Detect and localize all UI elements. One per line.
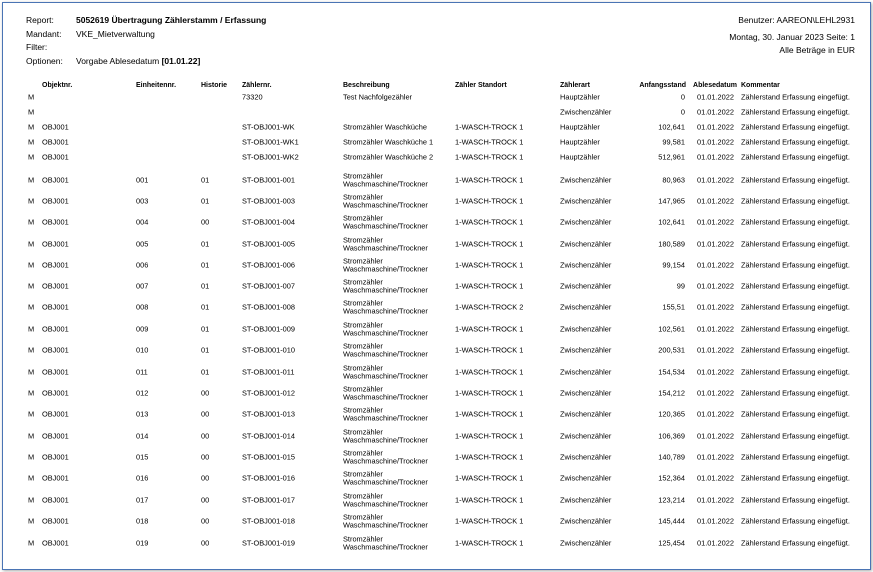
standort-cell: 1-WASCH-TROCK 1 <box>455 431 524 441</box>
zaehlerart-cell: Zwischenzähler <box>560 516 612 526</box>
anfangsstand-cell: 123,214 <box>658 495 685 505</box>
zaehlerart-cell: Hauptzähler <box>560 92 600 102</box>
table-row <box>0 533 873 554</box>
einheitennr-cell: 007 <box>136 281 149 291</box>
historie-cell: 01 <box>201 281 210 291</box>
report-info <box>26 14 266 68</box>
objektnr-cell: OBJ001 <box>42 431 69 441</box>
beschreibung-cell: Stromzähler Waschmaschine/Trockner <box>343 468 428 487</box>
objektnr-cell: OBJ001 <box>42 281 69 291</box>
standort-cell: 1-WASCH-TROCK 1 <box>455 409 524 419</box>
beschreibung-cell: Stromzähler Waschmaschine/Trockner <box>343 319 428 338</box>
kommentar-cell: Zählerstand Erfassung eingefügt. <box>741 538 850 548</box>
einheitennr-cell: 012 <box>136 388 149 398</box>
zaehlerart-cell: Zwischenzähler <box>560 239 612 249</box>
objektnr-cell: OBJ001 <box>42 409 69 419</box>
anfangsstand-cell: 154,212 <box>658 388 685 398</box>
ablesedatum-cell: 01.01.2022 <box>697 137 734 147</box>
anfangsstand-cell: 102,641 <box>658 217 685 227</box>
kommentar-cell: Zählerstand Erfassung eingefügt. <box>741 107 850 117</box>
col-anfangsstand: Anfangsstand <box>639 81 686 89</box>
standort-cell: 1-WASCH-TROCK 1 <box>455 538 524 548</box>
ablesedatum-cell: 01.01.2022 <box>697 107 734 117</box>
table-row <box>0 135 873 150</box>
standort-cell: 1-WASCH-TROCK 1 <box>455 152 524 162</box>
zaehlerart-cell: Zwischenzähler <box>560 538 612 548</box>
zaehlernr-cell: ST-OBJ001-WK2 <box>242 152 299 162</box>
ablesedatum-cell: 01.01.2022 <box>697 217 734 227</box>
beschreibung-cell: Stromzähler Waschmaschine/Trockner <box>343 533 428 552</box>
standort-cell: 1-WASCH-TROCK 1 <box>455 345 524 355</box>
ablesedatum-cell: 01.01.2022 <box>697 239 734 249</box>
anfangsstand-cell: 200,531 <box>658 345 685 355</box>
beschreibung-cell: Stromzähler Waschküche 1 <box>343 137 434 147</box>
optionen-value: [01.01.22] <box>161 55 201 66</box>
ablesedatum-cell: 01.01.2022 <box>697 152 734 162</box>
anfangsstand-cell: 120,365 <box>658 409 685 419</box>
ablesedatum-cell: 01.01.2022 <box>697 196 734 206</box>
ablesedatum-cell: 01.01.2022 <box>697 324 734 334</box>
objektnr-cell: OBJ001 <box>42 196 69 206</box>
table-row <box>0 255 873 276</box>
zaehlerart-cell: Hauptzähler <box>560 137 600 147</box>
table-row <box>0 297 873 318</box>
ablesedatum-cell: 01.01.2022 <box>697 495 734 505</box>
m-cell: M <box>28 367 35 377</box>
kommentar-cell: Zählerstand Erfassung eingefügt. <box>741 92 850 102</box>
date-line: Montag, 30. Januar 2023 Seite: 1 <box>729 31 855 42</box>
ablesedatum-cell: 01.01.2022 <box>697 409 734 419</box>
kommentar-cell: Zählerstand Erfassung eingefügt. <box>741 324 850 334</box>
kommentar-cell: Zählerstand Erfassung eingefügt. <box>741 137 850 147</box>
zaehlerart-cell: Zwischenzähler <box>560 196 612 206</box>
historie-cell: 00 <box>201 388 210 398</box>
kommentar-cell: Zählerstand Erfassung eingefügt. <box>741 495 850 505</box>
m-cell: M <box>28 175 35 185</box>
kommentar-cell: Zählerstand Erfassung eingefügt. <box>741 175 850 185</box>
optionen-label: Optionen: <box>26 55 63 66</box>
zaehlerart-cell: Zwischenzähler <box>560 409 612 419</box>
standort-cell: 1-WASCH-TROCK 1 <box>455 516 524 526</box>
objektnr-cell: OBJ001 <box>42 302 69 312</box>
zaehlerart-cell: Zwischenzähler <box>560 495 612 505</box>
anfangsstand-cell: 140,789 <box>658 452 685 462</box>
anfangsstand-cell: 0 <box>680 92 685 102</box>
m-cell: M <box>28 152 35 162</box>
historie-cell: 01 <box>201 345 210 355</box>
anfangsstand-cell: 147,965 <box>658 196 685 206</box>
einheitennr-cell: 005 <box>136 239 149 249</box>
report-label: Report: <box>26 15 54 25</box>
user-line: Benutzer: AAREON\LEHL2931 <box>738 15 855 25</box>
optionen-line <box>26 55 266 69</box>
anfangsstand-cell: 180,589 <box>658 239 685 249</box>
table-row <box>0 120 873 135</box>
standort-cell: 1-WASCH-TROCK 2 <box>455 302 524 312</box>
einheitennr-cell: 011 <box>136 367 148 377</box>
standort-cell: 1-WASCH-TROCK 1 <box>455 122 524 132</box>
zaehlernr-cell: ST-OBJ001-006 <box>242 260 295 270</box>
einheitennr-cell: 008 <box>136 302 149 312</box>
kommentar-cell: Zählerstand Erfassung eingefügt. <box>741 516 850 526</box>
historie-cell: 01 <box>201 324 210 334</box>
anfangsstand-cell: 80,963 <box>662 175 685 185</box>
m-cell: M <box>28 388 35 398</box>
m-cell: M <box>28 324 35 334</box>
ablesedatum-cell: 01.01.2022 <box>697 175 734 185</box>
ablesedatum-cell: 01.01.2022 <box>697 260 734 270</box>
zaehlernr-cell: ST-OBJ001-016 <box>242 473 295 483</box>
currency-line: Alle Beträge in EUR <box>779 45 855 56</box>
objektnr-cell: OBJ001 <box>42 239 69 249</box>
mandant-value: VKE_Mietverwaltung <box>76 28 155 39</box>
anfangsstand-cell: 102,561 <box>658 324 685 334</box>
table-row <box>0 105 873 120</box>
table-row <box>0 490 873 511</box>
standort-cell: 1-WASCH-TROCK 1 <box>455 175 524 185</box>
historie-cell: 00 <box>201 452 210 462</box>
beschreibung-cell: Stromzähler Waschmaschine/Trockner <box>343 234 428 253</box>
zaehlernr-cell: ST-OBJ001-004 <box>242 217 295 227</box>
m-cell: M <box>28 473 35 483</box>
ablesedatum-cell: 01.01.2022 <box>697 281 734 291</box>
m-cell: M <box>28 217 35 227</box>
historie-cell: 01 <box>201 239 210 249</box>
historie-cell: 00 <box>201 217 210 227</box>
m-cell: M <box>28 409 35 419</box>
beschreibung-cell: Stromzähler Waschmaschine/Trockner <box>343 191 428 210</box>
filter-label: Filter: <box>26 42 48 53</box>
standort-cell: 1-WASCH-TROCK 1 <box>455 473 524 483</box>
anfangsstand-cell: 99 <box>676 281 685 291</box>
zaehlernr-cell: ST-OBJ001-WK1 <box>242 137 299 147</box>
historie-cell: 00 <box>201 538 210 548</box>
zaehlerart-cell: Hauptzähler <box>560 152 600 162</box>
historie-cell: 00 <box>201 495 210 505</box>
einheitennr-cell: 013 <box>136 409 149 419</box>
zaehlernr-cell: ST-OBJ001-003 <box>242 196 295 206</box>
zaehlernr-cell: ST-OBJ001-WK <box>242 122 295 132</box>
table-row <box>0 170 873 191</box>
col-einheitennr: Einheitennr. <box>136 81 177 89</box>
anfangsstand-cell: 102,641 <box>658 122 685 132</box>
zaehlernr-cell: ST-OBJ001-018 <box>242 516 295 526</box>
standort-cell: 1-WASCH-TROCK 1 <box>455 239 524 249</box>
objektnr-cell: OBJ001 <box>42 260 69 270</box>
standort-cell: 1-WASCH-TROCK 1 <box>455 388 524 398</box>
optionen-text: Vorgabe Ablesedatum <box>76 55 160 66</box>
zaehlernr-cell: ST-OBJ001-013 <box>242 409 295 419</box>
kommentar-cell: Zählerstand Erfassung eingefügt. <box>741 367 850 377</box>
beschreibung-cell: Stromzähler Waschmaschine/Trockner <box>343 490 428 509</box>
m-cell: M <box>28 345 35 355</box>
zaehlerart-cell: Zwischenzähler <box>560 324 612 334</box>
objektnr-cell: OBJ001 <box>42 137 69 147</box>
col-kommentar: Kommentar <box>741 81 780 89</box>
m-cell: M <box>28 92 35 102</box>
anfangsstand-cell: 106,369 <box>658 431 685 441</box>
standort-cell: 1-WASCH-TROCK 1 <box>455 281 524 291</box>
zaehlerart-cell: Zwischenzähler <box>560 345 612 355</box>
standort-cell: 1-WASCH-TROCK 1 <box>455 217 524 227</box>
zaehlerart-cell: Zwischenzähler <box>560 367 612 377</box>
beschreibung-cell: Stromzähler Waschmaschine/Trockner <box>343 170 428 189</box>
einheitennr-cell: 014 <box>136 431 149 441</box>
table-row <box>0 426 873 447</box>
historie-cell: 01 <box>201 175 210 185</box>
einheitennr-cell: 009 <box>136 324 149 334</box>
zaehlernr-cell: ST-OBJ001-010 <box>242 345 295 355</box>
table-row <box>0 90 873 105</box>
einheitennr-cell: 004 <box>136 217 149 227</box>
zaehlernr-cell: ST-OBJ001-015 <box>242 452 295 462</box>
zaehlerart-cell: Zwischenzähler <box>560 302 612 312</box>
einheitennr-cell: 016 <box>136 473 149 483</box>
anfangsstand-cell: 154,534 <box>658 367 685 377</box>
anfangsstand-cell: 512,961 <box>658 152 685 162</box>
anfangsstand-cell: 0 <box>680 107 685 117</box>
einheitennr-cell: 001 <box>136 175 149 185</box>
objektnr-cell: OBJ001 <box>42 175 69 185</box>
col-beschreibung: Beschreibung <box>343 81 390 89</box>
zaehlerart-cell: Zwischenzähler <box>560 473 612 483</box>
objektnr-cell: OBJ001 <box>42 473 69 483</box>
zaehlernr-cell: ST-OBJ001-005 <box>242 239 295 249</box>
ablesedatum-cell: 01.01.2022 <box>697 473 734 483</box>
col-zaehlernr: Zählernr. <box>242 81 272 89</box>
kommentar-cell: Zählerstand Erfassung eingefügt. <box>741 388 850 398</box>
einheitennr-cell: 006 <box>136 260 149 270</box>
kommentar-cell: Zählerstand Erfassung eingefügt. <box>741 452 850 462</box>
zaehlernr-cell: ST-OBJ001-019 <box>242 538 295 548</box>
m-cell: M <box>28 302 35 312</box>
table-row <box>0 212 873 233</box>
table-row <box>0 340 873 361</box>
table-row <box>0 383 873 404</box>
kommentar-cell: Zählerstand Erfassung eingefügt. <box>741 281 850 291</box>
m-cell: M <box>28 538 35 548</box>
historie-cell: 01 <box>201 367 210 377</box>
zaehlerart-cell: Zwischenzähler <box>560 281 612 291</box>
ablesedatum-cell: 01.01.2022 <box>697 516 734 526</box>
table-row <box>0 511 873 532</box>
kommentar-cell: Zählerstand Erfassung eingefügt. <box>741 473 850 483</box>
zaehlernr-cell: ST-OBJ001-009 <box>242 324 295 334</box>
kommentar-cell: Zählerstand Erfassung eingefügt. <box>741 431 850 441</box>
objektnr-cell: OBJ001 <box>42 152 69 162</box>
einheitennr-cell: 019 <box>136 538 149 548</box>
ablesedatum-cell: 01.01.2022 <box>697 122 734 132</box>
historie-cell: 00 <box>201 473 210 483</box>
m-cell: M <box>28 107 35 117</box>
standort-cell: 1-WASCH-TROCK 1 <box>455 260 524 270</box>
filter-line <box>26 41 266 55</box>
standort-cell: 1-WASCH-TROCK 1 <box>455 196 524 206</box>
ablesedatum-cell: 01.01.2022 <box>697 388 734 398</box>
zaehlernr-cell: ST-OBJ001-014 <box>242 431 295 441</box>
objektnr-cell: OBJ001 <box>42 388 69 398</box>
objektnr-cell: OBJ001 <box>42 122 69 132</box>
beschreibung-cell: Stromzähler Waschmaschine/Trockner <box>343 276 428 295</box>
beschreibung-cell: Stromzähler Waschmaschine/Trockner <box>343 212 428 231</box>
standort-cell: 1-WASCH-TROCK 1 <box>455 495 524 505</box>
zaehlernr-cell: ST-OBJ001-012 <box>242 388 295 398</box>
kommentar-cell: Zählerstand Erfassung eingefügt. <box>741 345 850 355</box>
zaehlernr-cell: ST-OBJ001-008 <box>242 302 295 312</box>
table-row <box>0 468 873 489</box>
table-row <box>0 404 873 425</box>
objektnr-cell: OBJ001 <box>42 495 69 505</box>
beschreibung-cell: Stromzähler Waschmaschine/Trockner <box>343 297 428 316</box>
kommentar-cell: Zählerstand Erfassung eingefügt. <box>741 196 850 206</box>
anfangsstand-cell: 99,581 <box>662 137 685 147</box>
beschreibung-cell: Stromzähler Waschmaschine/Trockner <box>343 447 428 466</box>
objektnr-cell: OBJ001 <box>42 538 69 548</box>
zaehlernr-cell: 73320 <box>242 92 263 102</box>
beschreibung-cell: Stromzähler Waschmaschine/Trockner <box>343 255 428 274</box>
einheitennr-cell: 010 <box>136 345 149 355</box>
table-row <box>0 319 873 340</box>
objektnr-cell: OBJ001 <box>42 217 69 227</box>
col-objektnr: Objektnr. <box>42 81 73 89</box>
beschreibung-cell: Stromzähler Waschmaschine/Trockner <box>343 340 428 359</box>
m-cell: M <box>28 452 35 462</box>
ablesedatum-cell: 01.01.2022 <box>697 92 734 102</box>
kommentar-cell: Zählerstand Erfassung eingefügt. <box>741 409 850 419</box>
einheitennr-cell: 003 <box>136 196 149 206</box>
zaehlerart-cell: Zwischenzähler <box>560 260 612 270</box>
standort-cell: 1-WASCH-TROCK 1 <box>455 324 524 334</box>
m-cell: M <box>28 516 35 526</box>
standort-cell: 1-WASCH-TROCK 1 <box>455 367 524 377</box>
objektnr-cell: OBJ001 <box>42 324 69 334</box>
ablesedatum-cell: 01.01.2022 <box>697 367 734 377</box>
m-cell: M <box>28 137 35 147</box>
report-meta <box>729 14 855 58</box>
objektnr-cell: OBJ001 <box>42 516 69 526</box>
zaehlerart-cell: Zwischenzähler <box>560 431 612 441</box>
objektnr-cell: OBJ001 <box>42 367 69 377</box>
historie-cell: 00 <box>201 409 210 419</box>
zaehlernr-cell: ST-OBJ001-001 <box>242 175 295 185</box>
m-cell: M <box>28 281 35 291</box>
ablesedatum-cell: 01.01.2022 <box>697 345 734 355</box>
table-row <box>0 362 873 383</box>
einheitennr-cell: 015 <box>136 452 149 462</box>
m-cell: M <box>28 495 35 505</box>
zaehlernr-cell: ST-OBJ001-011 <box>242 367 295 377</box>
standort-cell: 1-WASCH-TROCK 1 <box>455 137 524 147</box>
col-historie: Historie <box>201 81 228 89</box>
table-row <box>0 191 873 212</box>
ablesedatum-cell: 01.01.2022 <box>697 302 734 312</box>
standort-cell: 1-WASCH-TROCK 1 <box>455 452 524 462</box>
ablesedatum-cell: 01.01.2022 <box>697 431 734 441</box>
zaehlerart-cell: Zwischenzähler <box>560 388 612 398</box>
objektnr-cell: OBJ001 <box>42 345 69 355</box>
report-line <box>26 14 266 28</box>
beschreibung-cell: Stromzähler Waschmaschine/Trockner <box>343 404 428 423</box>
mandant-label: Mandant: <box>26 28 62 39</box>
einheitennr-cell: 017 <box>136 495 149 505</box>
kommentar-cell: Zählerstand Erfassung eingefügt. <box>741 239 850 249</box>
m-cell: M <box>28 122 35 132</box>
historie-cell: 01 <box>201 260 210 270</box>
ablesedatum-cell: 01.01.2022 <box>697 452 734 462</box>
table-row <box>0 234 873 255</box>
kommentar-cell: Zählerstand Erfassung eingefügt. <box>741 152 850 162</box>
kommentar-cell: Zählerstand Erfassung eingefügt. <box>741 260 850 270</box>
zaehlerart-cell: Zwischenzähler <box>560 452 612 462</box>
table-row <box>0 447 873 468</box>
m-cell: M <box>28 431 35 441</box>
col-ablesedatum: Ablesedatum <box>693 81 737 89</box>
table-row <box>0 276 873 297</box>
einheitennr-cell: 018 <box>136 516 149 526</box>
anfangsstand-cell: 152,364 <box>658 473 685 483</box>
zaehlerart-cell: Zwischenzähler <box>560 175 612 185</box>
zaehlernr-cell: ST-OBJ001-007 <box>242 281 295 291</box>
historie-cell: 01 <box>201 302 210 312</box>
col-standort: Zähler Standort <box>455 81 507 89</box>
historie-cell: 00 <box>201 431 210 441</box>
zaehlerart-cell: Zwischenzähler <box>560 107 612 117</box>
beschreibung-cell: Stromzähler Waschmaschine/Trockner <box>343 426 428 445</box>
zaehlernr-cell: ST-OBJ001-017 <box>242 495 295 505</box>
zaehlerart-cell: Zwischenzähler <box>560 217 612 227</box>
report-title: 5052619 Übertragung Zählerstamm / Erfassung <box>76 15 267 25</box>
kommentar-cell: Zählerstand Erfassung eingefügt. <box>741 302 850 312</box>
anfangsstand-cell: 145,444 <box>658 516 685 526</box>
table-row <box>0 150 873 165</box>
beschreibung-cell: Stromzähler Waschküche 2 <box>343 152 434 162</box>
anfangsstand-cell: 125,454 <box>658 538 685 548</box>
m-cell: M <box>28 260 35 270</box>
m-cell: M <box>28 196 35 206</box>
historie-cell: 01 <box>201 196 210 206</box>
beschreibung-cell: Stromzähler Waschküche <box>343 122 427 132</box>
mandant-line <box>26 28 266 42</box>
beschreibung-cell: Test Nachfolgezähler <box>343 92 413 102</box>
objektnr-cell: OBJ001 <box>42 452 69 462</box>
kommentar-cell: Zählerstand Erfassung eingefügt. <box>741 217 850 227</box>
anfangsstand-cell: 155,51 <box>662 302 685 312</box>
m-cell: M <box>28 239 35 249</box>
historie-cell: 00 <box>201 516 210 526</box>
anfangsstand-cell: 99,154 <box>662 260 685 270</box>
zaehlerart-cell: Hauptzähler <box>560 122 600 132</box>
ablesedatum-cell: 01.01.2022 <box>697 538 734 548</box>
beschreibung-cell: Stromzähler Waschmaschine/Trockner <box>343 383 428 402</box>
beschreibung-cell: Stromzähler Waschmaschine/Trockner <box>343 362 428 381</box>
beschreibung-cell: Stromzähler Waschmaschine/Trockner <box>343 511 428 530</box>
col-zaehlerart: Zählerart <box>560 81 590 89</box>
kommentar-cell: Zählerstand Erfassung eingefügt. <box>741 122 850 132</box>
